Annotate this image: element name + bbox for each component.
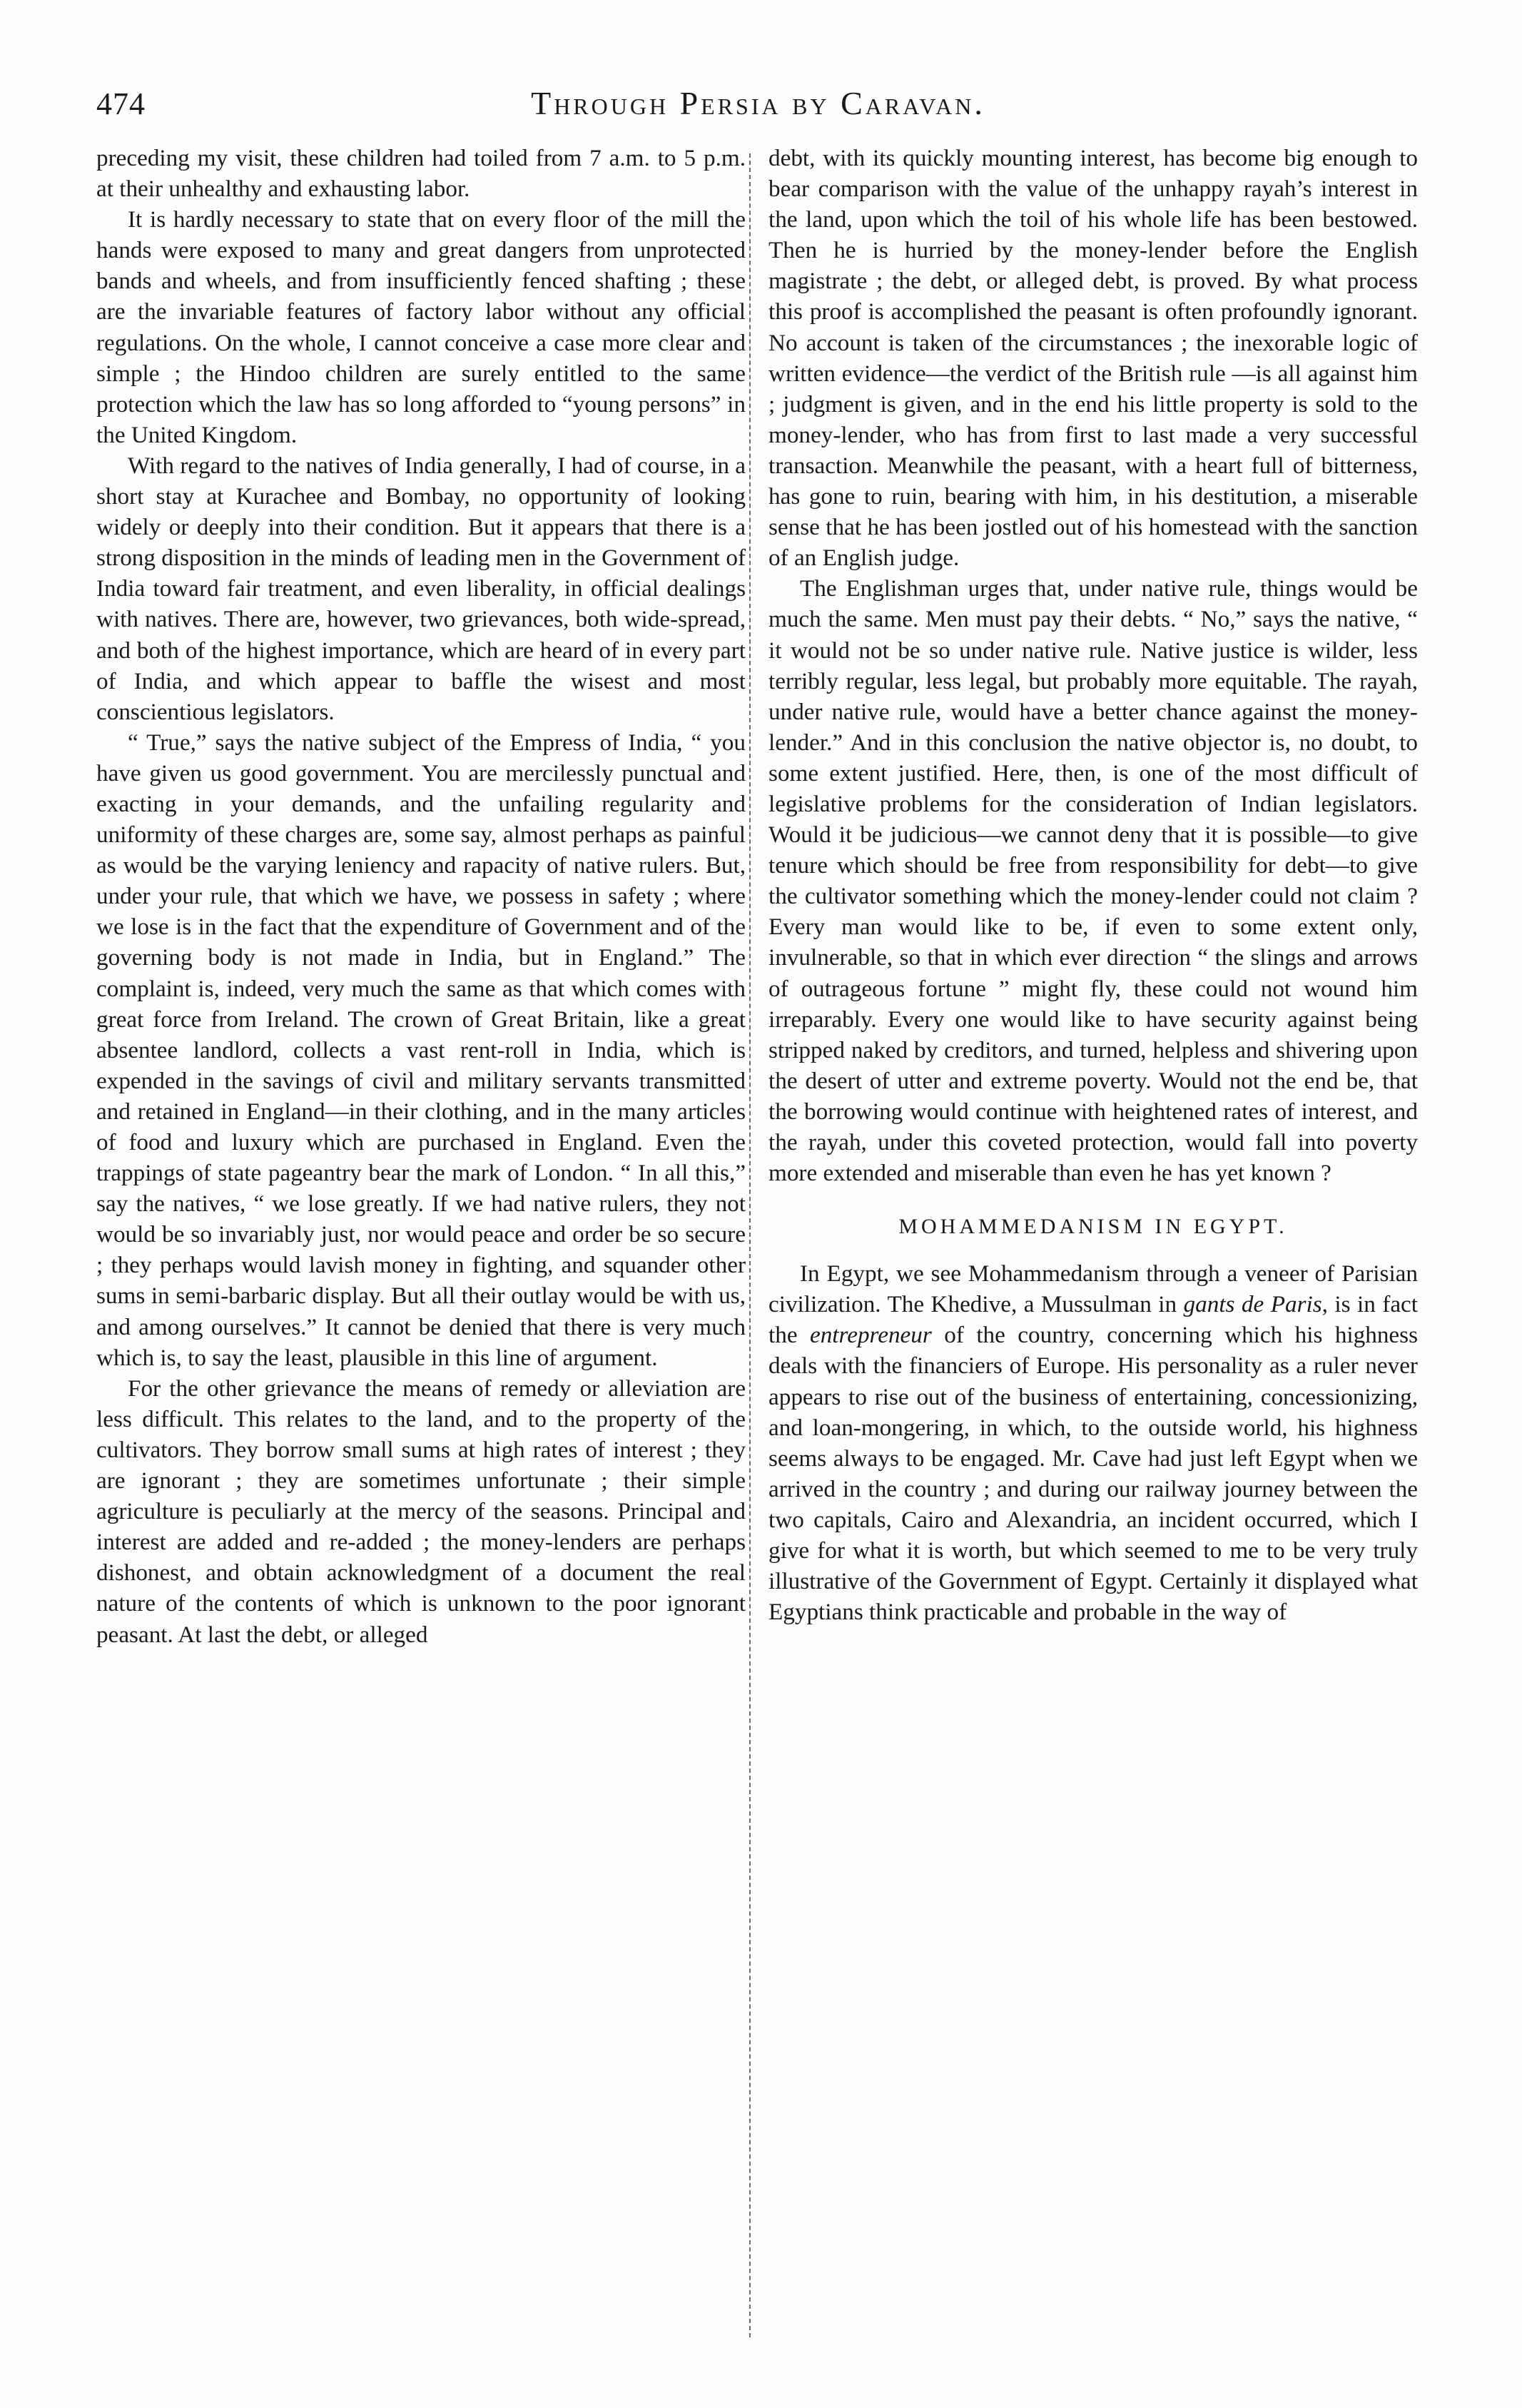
paragraph: debt, with its quickly mounting interest, has become big enough to bear comparison with the value of the unhappy rayah’s interest in the land, upon which the toil of his whole life has been bestowed. Then he is hurried by the money-lender before the English magistrate ; the debt, or alleged debt, is proved. By what process this proof is accomplished the peasant is often profoundly ignorant. No account is taken of the circumstances ; the inexorable logic of written evidence—the verdict of the British rule —is all against him ; judgment is given, and in the end his little property is sold to the money-lender, who has from first to last made a very successful transaction. Meanwhile the peasant, with a heart full of bitterness, has gone to ruin, bearing with him, in his destitution, a miserable sense that he has been jostled out of his homestead with the sanction of an English judge. [768, 145, 1418, 572]
page-number: 474 [96, 86, 146, 121]
paragraph: preceding my visit, these children had toiled from 7 a.m. to 5 p.m. at their unhealthy and exhausting labor. [96, 145, 746, 203]
running-title: Through Persia by Caravan. [531, 85, 985, 121]
paragraph: With regard to the natives of India generally, I had of course, in a short stay at Kurachee and Bombay, no opportunity of looking widely or deeply into their condition. But it appears that there is a strong disposition in the minds of leading men in the Government of India toward fair treatment, and even liberality, in official dealings with natives. There are, however, two grievances, both wide-spread, and both of the highest importance, which are heard of in every part of India, and which appear to baffle the wisest and most conscientious legislators. [96, 452, 746, 725]
text-run: of the country, concerning which his highness deals with the financiers of Europe. His personality as a ruler never appears to rise out of the business of entertaining, concessionizing, and loan-mongering, in which, to the outside world, his highness seems always to be engaged. Mr. Cave had just left Egypt when we arrived in the country ; and during our railway journey between the two capitals, Cairo and Alexandria, an incident occurred, which I give for what it is worth, but which seemed to me to be very truly illustrative of the Government of Egypt. Certainly it displayed what Egyptians think practicable and probable in the way of [768, 1322, 1418, 1626]
right-column [768, 143, 1418, 1627]
page-header [96, 79, 1420, 136]
left-column [96, 143, 746, 1650]
column-divider [749, 153, 751, 2337]
text-run: In Egypt, we see Mohammedanism through a veneer of Parisian civilization. The Khedive, a Mussulman in [768, 1260, 1418, 1318]
section-heading: MOHAMMEDANISM IN EGYPT. [898, 1215, 1288, 1239]
paragraph: “ True,” says the native subject of the Empress of India, “ you have given us good government. You are mercilessly punctual and exacting in your demands, and the unfailing regularity and uniformity of these charges are, some say, almost perhaps as painful as would be the varying leniency and rapacity of native rulers. But, under your rule, that which we have, we possess in safety ; where we lose is in the fact that the expenditure of Government and of the governing body is not made in India, but in England.” The complaint is, indeed, very much the same as that which comes with great force from Ireland. The crown of Great Britain, like a great absentee landlord, collects a vast rent-roll in India, which is expended in the savings of civil and military servants transmitted and retained in England—in their clothing, and in the many articles of food and luxury which are purchased in England. Even the trappings of state pageantry bear the mark of London. “ In all this,” say the natives, “ we lose greatly. If we had native rulers, they not would be so invariably just, nor would peace and order be so secure ; they perhaps would lavish money in fighting, and squander other sums in semi-barbaric display. But all their outlay would be with us, and among ourselves.” It cannot be denied that there is very much which is, to say the least, plausible in this line of argument. [96, 729, 746, 1371]
paragraph [768, 1258, 1418, 1627]
italic-phrase: gants de Paris [1183, 1291, 1322, 1318]
paragraph: The Englishman urges that, under native rule, things would be much the same. Men must pay their debts. “ No,” says the native, “ it would not be so under native rule. Native justice is wilder, less terribly regular, less legal, but probably more equitable. The rayah, under native rule, would have a better chance against the money-lender.” And in this conclusion the native objector is, no doubt, to some extent justified. Here, then, is one of the most difficult of legislative problems for the consideration of Indian legislators. Would it be judicious—we cannot deny that it is possible—to give tenure which should be free from responsibility for debt—to give the cultivator something which the money-lender could not claim ? Every man would like to be, if even to some extent only, invulnerable, so that in which ever direction “ the slings and arrows of outrageous fortune ” might fly, these could not wound him irreparably. Every one would like to have security against being stripped naked by creditors, and turned, helpless and shivering upon the desert of utter and extreme poverty. Would not the end be, that the borrowing would continue with heightened rates of interest, and the rayah, under this coveted protection, would fall into poverty more extended and miserable than even he has yet known ? [768, 575, 1418, 1187]
paragraph: For the other grievance the means of remedy or alleviation are less difficult. This relates to the land, and to the property of the cultivators. They borrow small sums at high rates of interest ; they are ignorant ; they are sometimes unfortunate ; their simple agriculture is peculiarly at the mercy of the seasons. Principal and interest are added and re-added ; the money-lenders are perhaps dishonest, and obtain acknowledgment of a document the real nature of the contents of which is unknown to the poor ignorant peasant. At last the debt, or alleged [96, 1375, 746, 1648]
italic-phrase: entrepreneur [809, 1322, 932, 1349]
text-run: , is in fact the [768, 1291, 1418, 1349]
paragraph: It is hardly necessary to state that on every floor of the mill the hands were exposed to many and great dangers from unprotected bands and wheels, and from insufficiently fenced shafting ; these are the invariable features of factory labor without any official regulations. On the whole, I cannot conceive a case more clear and simple ; the Hindoo children are surely entitled to the same protection which the law has so long afforded to “young persons” in the United Kingdom. [96, 206, 746, 448]
